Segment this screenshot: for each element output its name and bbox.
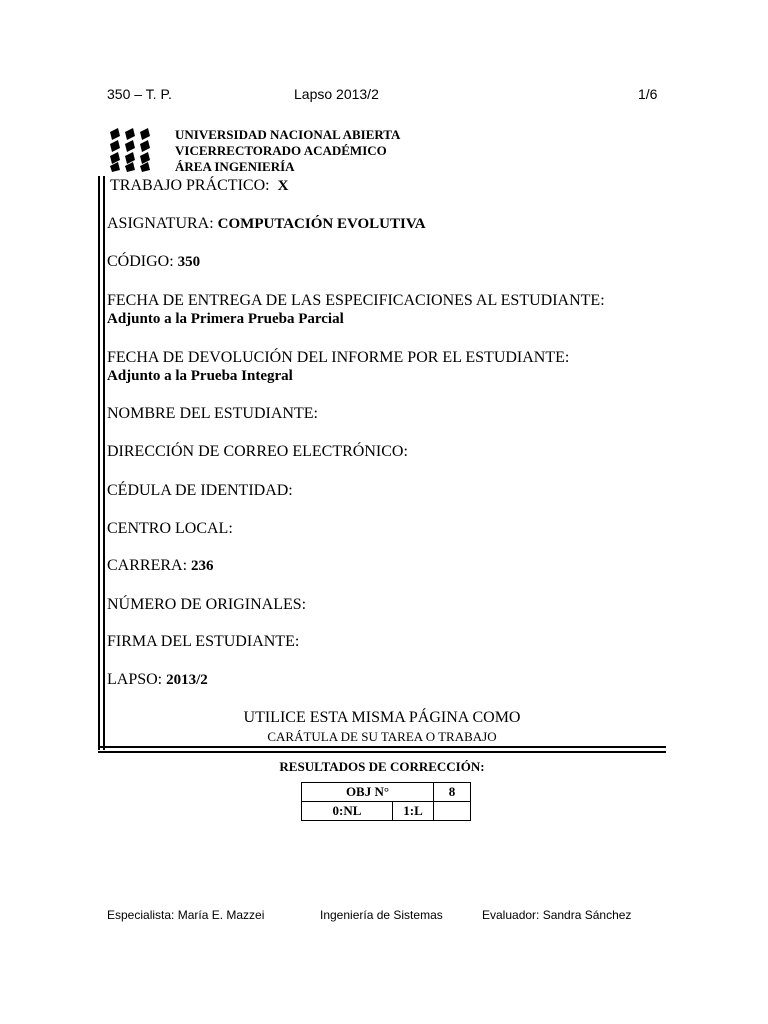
results-title: RESULTADOS DE CORRECCIÓN: (279, 759, 485, 774)
university-name: UNIVERSIDAD NACIONAL ABIERTA (175, 127, 401, 142)
footer-evaluator: Evaluador: Sandra Sánchez (482, 908, 632, 922)
lapso-value: 2013/2 (166, 672, 208, 688)
carrera-label: CARRERA: (107, 557, 188, 574)
frame-bottom-line-lower (98, 751, 666, 753)
l-label-cell: 1:L (393, 802, 434, 821)
header-page-number: 1/6 (638, 86, 658, 102)
header-term: Lapso 2013/2 (294, 86, 379, 102)
una-logo-icon (108, 128, 154, 172)
field-carrera (107, 557, 214, 575)
devolucion-label: FECHA DE DEVOLUCIÓN DEL INFORME POR EL ESTUDIANTE: (107, 349, 570, 366)
obj-label-cell: OBJ N° (302, 783, 434, 802)
trabajo-label: TRABAJO PRÁCTICO: (110, 177, 270, 194)
cover-note-line2: CARÁTULA DE SU TAREA O TRABAJO (267, 729, 497, 744)
frame-bottom-line-upper (98, 746, 666, 748)
centro-local-label: CENTRO LOCAL: (107, 520, 233, 537)
nl-cell: 0:NL (302, 802, 393, 821)
field-trabajo-practico (110, 177, 288, 195)
frame-left-line-outer (98, 176, 100, 750)
field-lapso (107, 671, 208, 689)
cedula-label: CÉDULA DE IDENTIDAD: (107, 482, 293, 499)
nombre-label: NOMBRE DEL ESTUDIANTE: (107, 405, 318, 422)
footer-specialist: Especialista: María E. Mazzei (107, 908, 265, 922)
footer-program: Ingeniería de Sistemas (320, 908, 443, 922)
codigo-label: CÓDIGO: (107, 253, 174, 270)
vice-rectorate-name: VICERRECTORADO ACADÉMICO (175, 143, 387, 158)
frame-left-line-inner (103, 176, 105, 750)
devolucion-value: Adjunto a la Prueba Integral (107, 368, 293, 384)
header-course-code: 350 – T. P. (107, 86, 172, 102)
entrega-label: FECHA DE ENTREGA DE LAS ESPECIFICACIONES AL ESTUDIANTE: (107, 292, 605, 309)
asignatura-value: COMPUTACIÓN EVOLUTIVA (217, 216, 426, 232)
firma-label: FIRMA DEL ESTUDIANTE: (107, 633, 300, 650)
correo-label: DIRECCIÓN DE CORREO ELECTRÓNICO: (107, 443, 408, 460)
entrega-value: Adjunto a la Primera Prueba Parcial (107, 311, 344, 327)
carrera-value: 236 (191, 558, 214, 574)
codigo-value: 350 (177, 254, 201, 270)
field-asignatura (107, 215, 426, 233)
l-value-cell (434, 802, 471, 821)
cover-note-line1: UTILICE ESTA MISMA PÁGINA COMO (243, 709, 521, 726)
results-table (301, 782, 471, 821)
originales-label: NÚMERO DE ORIGINALES: (107, 596, 307, 613)
field-codigo (107, 253, 200, 271)
engineering-area-name: ÁREA INGENIERÍA (175, 159, 295, 174)
trabajo-value: X (277, 178, 289, 194)
asignatura-label: ASIGNATURA: (107, 215, 214, 232)
obj-value-cell: 8 (434, 783, 471, 802)
lapso-label: LAPSO: (107, 671, 163, 688)
